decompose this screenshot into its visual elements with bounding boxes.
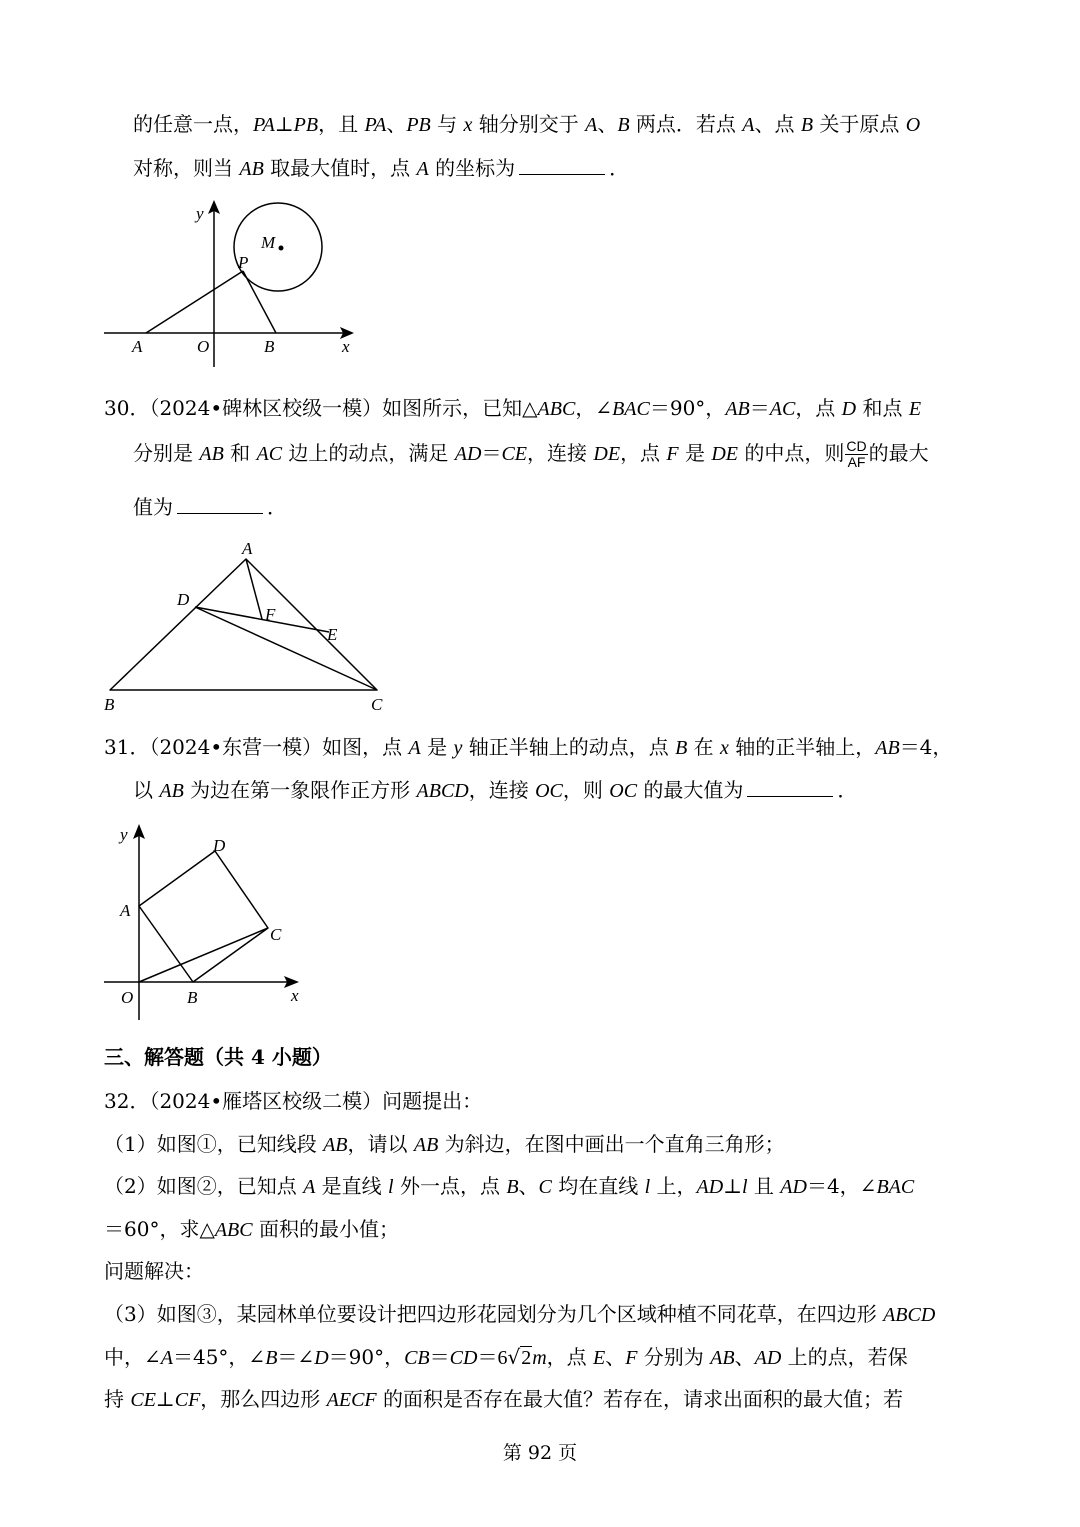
- label-o: O: [197, 337, 210, 356]
- problem-29-line-2: 对称，则当 AB 取最大值时，点 A 的坐标为 ．: [133, 156, 630, 180]
- label-m: M: [261, 233, 276, 252]
- problem-32-part-3a: （3）如图③，某园林单位要设计把四边形花园划分为几个区域种植不同花草，在四边形 ABCD: [104, 1302, 936, 1326]
- label-y: y: [120, 825, 128, 844]
- page-footer: 第 92 页: [502, 1442, 578, 1464]
- label-p: P: [238, 253, 249, 272]
- section-heading: 三、解答题（共 4 小题）: [104, 1045, 332, 1069]
- label-c: C: [371, 695, 383, 714]
- figure-square-abcd: [100, 820, 320, 1025]
- problem-30-line-3: 值为 ．: [133, 495, 287, 519]
- square-abcd: [139, 851, 268, 982]
- problem-32-part-3b: 中，∠A＝45°，∠B＝∠D＝90°，CB＝CD＝6√2m，点 E、F 分别为 AB、AD 上的点，若保: [104, 1345, 908, 1369]
- problem-32-solve-label: 问题解决：: [104, 1259, 204, 1283]
- problem-31-line-2: 以 AB 为边在第一象限作正方形 ABCD，连接 OC，则 OC 的最大值为 ．: [133, 778, 858, 802]
- problem-32-header: 32．（2024•雁塔区校级二模）问题提出：: [104, 1089, 483, 1113]
- label-c: C: [270, 925, 282, 944]
- problem-32-part-2a: （2）如图②，已知点 A 是直线 l 外一点，点 B、C 均在直线 l 上，AD⊥l 且 AD＝4，∠BAC: [104, 1174, 915, 1198]
- label-f: F: [265, 605, 276, 624]
- page-number: 92: [527, 1442, 553, 1464]
- problem-32-part-2b: ＝60°，求△ABC 面积的最小值；: [104, 1217, 399, 1241]
- problem-30-line-1: 30．（2024•碑林区校级一模）如图所示，已知△ABC，∠BAC＝90°，AB＝AC，点 D 和点 E: [104, 396, 922, 420]
- segment-pa: [146, 271, 243, 333]
- label-a: A: [242, 539, 253, 558]
- fraction-cd-over-af: $\frac{CD}{AF}$: [846, 438, 867, 470]
- six-root-two: 6√2: [497, 1345, 532, 1369]
- segment-dc: [195, 607, 377, 690]
- label-o: O: [121, 988, 134, 1007]
- problem-30-line-2: 分别是 AB 和 AC 边上的动点，满足 AD＝CE，连接 DE，点 F 是 DE 的中点，则 $\frac{CD}{AF}$ 的最大: [133, 438, 929, 470]
- label-x: x: [342, 337, 350, 356]
- problem-31-line-1: 31．（2024•东营一模）如图，点 A 是 y 轴正半轴上的动点，点 B 在 x 轴的正半轴上，AB＝4，: [104, 735, 953, 759]
- label-b: B: [187, 988, 198, 1007]
- answer-blank: [747, 778, 833, 797]
- label-e: E: [327, 625, 338, 644]
- label-x: x: [291, 986, 299, 1005]
- problem-32-part-3c: 持 CE⊥CF，那么四边形 AECF 的面积是否存在最大值？若存在，请求出面积的最大值；若: [104, 1387, 904, 1411]
- problem-29-line-1: 的任意一点，PA⊥PB，且 PA、PB 与 x 轴分别交于 A、B 两点．若点 A、点 B 关于原点 O: [133, 112, 921, 136]
- label-a: A: [120, 901, 131, 920]
- answer-blank: [177, 495, 263, 514]
- label-b: B: [104, 695, 115, 714]
- figure-circle-coordinate: [100, 195, 360, 375]
- figure-triangle-abc: [100, 536, 400, 716]
- label-d: D: [213, 836, 226, 855]
- label-b: B: [264, 337, 275, 356]
- label-d: D: [177, 590, 190, 609]
- center-m-dot: [279, 246, 284, 251]
- label-a: A: [132, 337, 143, 356]
- answer-blank: [519, 156, 605, 175]
- segment-de: [195, 607, 329, 632]
- segment-pb: [243, 271, 276, 333]
- label-y: y: [196, 204, 204, 223]
- problem-32-part-1: （1）如图①，已知线段 AB，请以 AB 为斜边，在图中画出一个直角三角形；: [104, 1132, 785, 1156]
